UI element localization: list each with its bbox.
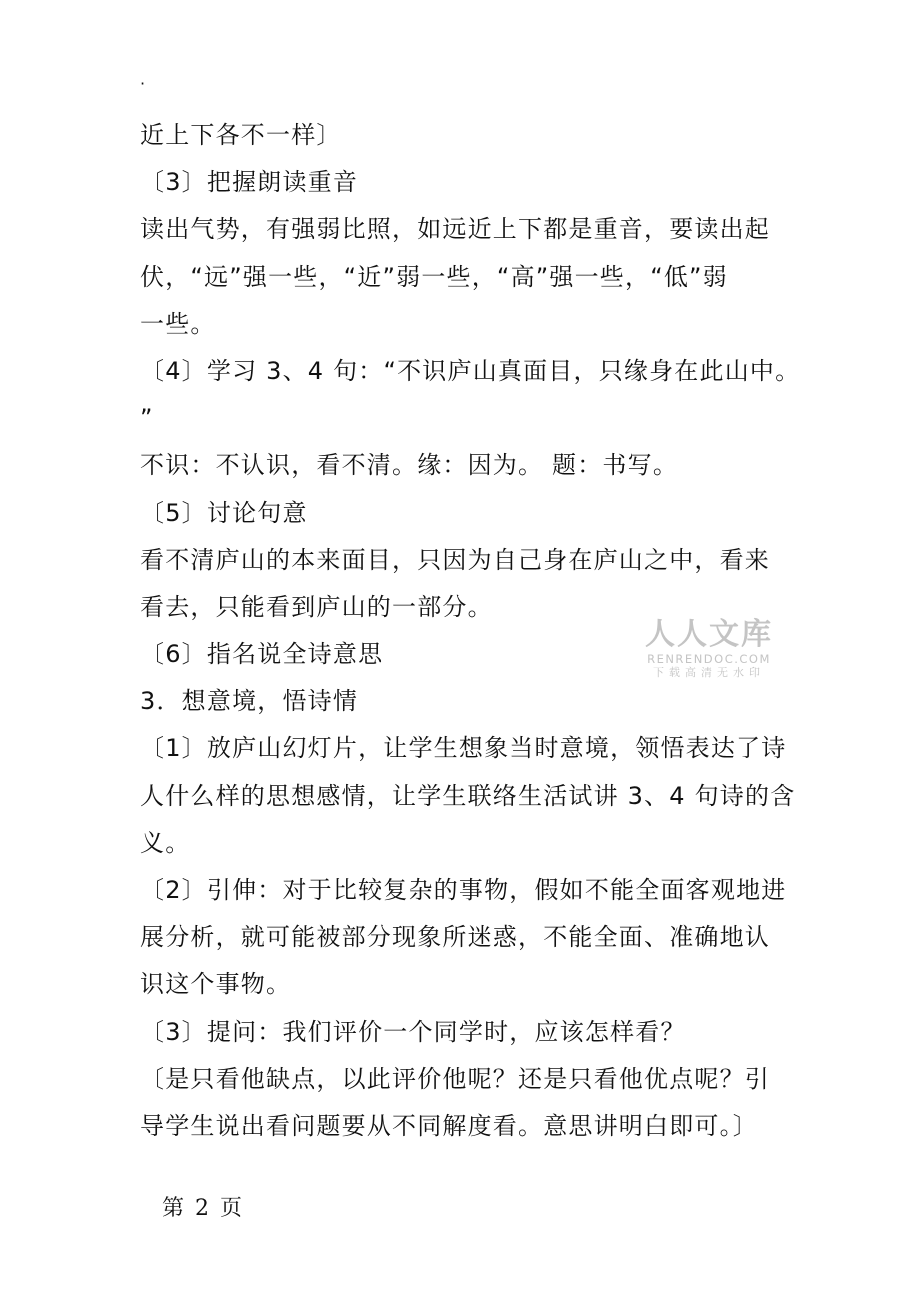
text-line: 〔2〕引伸：对于比较复杂的事物，假如不能全面客观地进 [140, 876, 787, 904]
text-line: 导学生说出看问题要从不同解度看。意思讲明白即可。〕 [140, 1111, 758, 1140]
text-line: 识这个事物。 [140, 970, 292, 999]
section-heading: 〔4〕学习 3、4 句：“不识庐山真面目，只缘身在此山中。 [140, 356, 801, 385]
text-line: 〔1〕放庐山幻灯片，让学生想象当时意境，领悟表达了诗 [140, 734, 787, 763]
text-line: 义。 [140, 828, 191, 857]
section-heading: 〔6〕指名说全诗意思 [140, 640, 384, 669]
text-line: 〔3〕提问：我们评价一个同学时，应该怎样看？ [140, 1017, 686, 1046]
text-line: 不识：不认识，看不清。缘：因为。 题：书写。 [140, 451, 679, 480]
watermark-title: 人人文库 [645, 617, 773, 652]
watermark-logo [644, 618, 774, 680]
section-heading: 〔5〕讨论句意 [140, 498, 308, 527]
text-line: ” [140, 404, 154, 433]
text-line: 展分析，就可能被部分现象所迷惑，不能全面、准确地认 [140, 923, 770, 952]
section-heading: 3．想意境，悟诗情 [140, 687, 359, 716]
text-line: 近上下各不一样〕 [140, 121, 342, 149]
text-line: 看不清庐山的本来面目，只因为自己身在庐山之中，看来 [140, 545, 770, 574]
text-line: 看去，只能看到庐山的一部分。 [140, 592, 493, 621]
text-line: 读出气势，有强弱比照，如远近上下都是重音，要读出起 [140, 215, 770, 244]
text-line: 一些。 [140, 309, 216, 338]
text-line: 人什么样的思想感情，让学生联络生活试讲 3、4 句诗的含 [140, 781, 796, 810]
header-dot: · [140, 74, 146, 93]
text-line: 伏，“远”强一些，“近”弱一些，“高”强一些，“低”弱 [140, 262, 728, 291]
watermark-domain: RENRENDOC.COM [647, 652, 771, 666]
text-line: 〔是只看他缺点，以此评价他呢？还是只看他优点呢？引 [140, 1064, 770, 1093]
section-heading: 〔3〕把握朗读重音 [140, 168, 359, 197]
page-number: 第 2 页 [162, 1196, 244, 1221]
watermark-tagline: 下载高清无水印 [653, 666, 765, 679]
